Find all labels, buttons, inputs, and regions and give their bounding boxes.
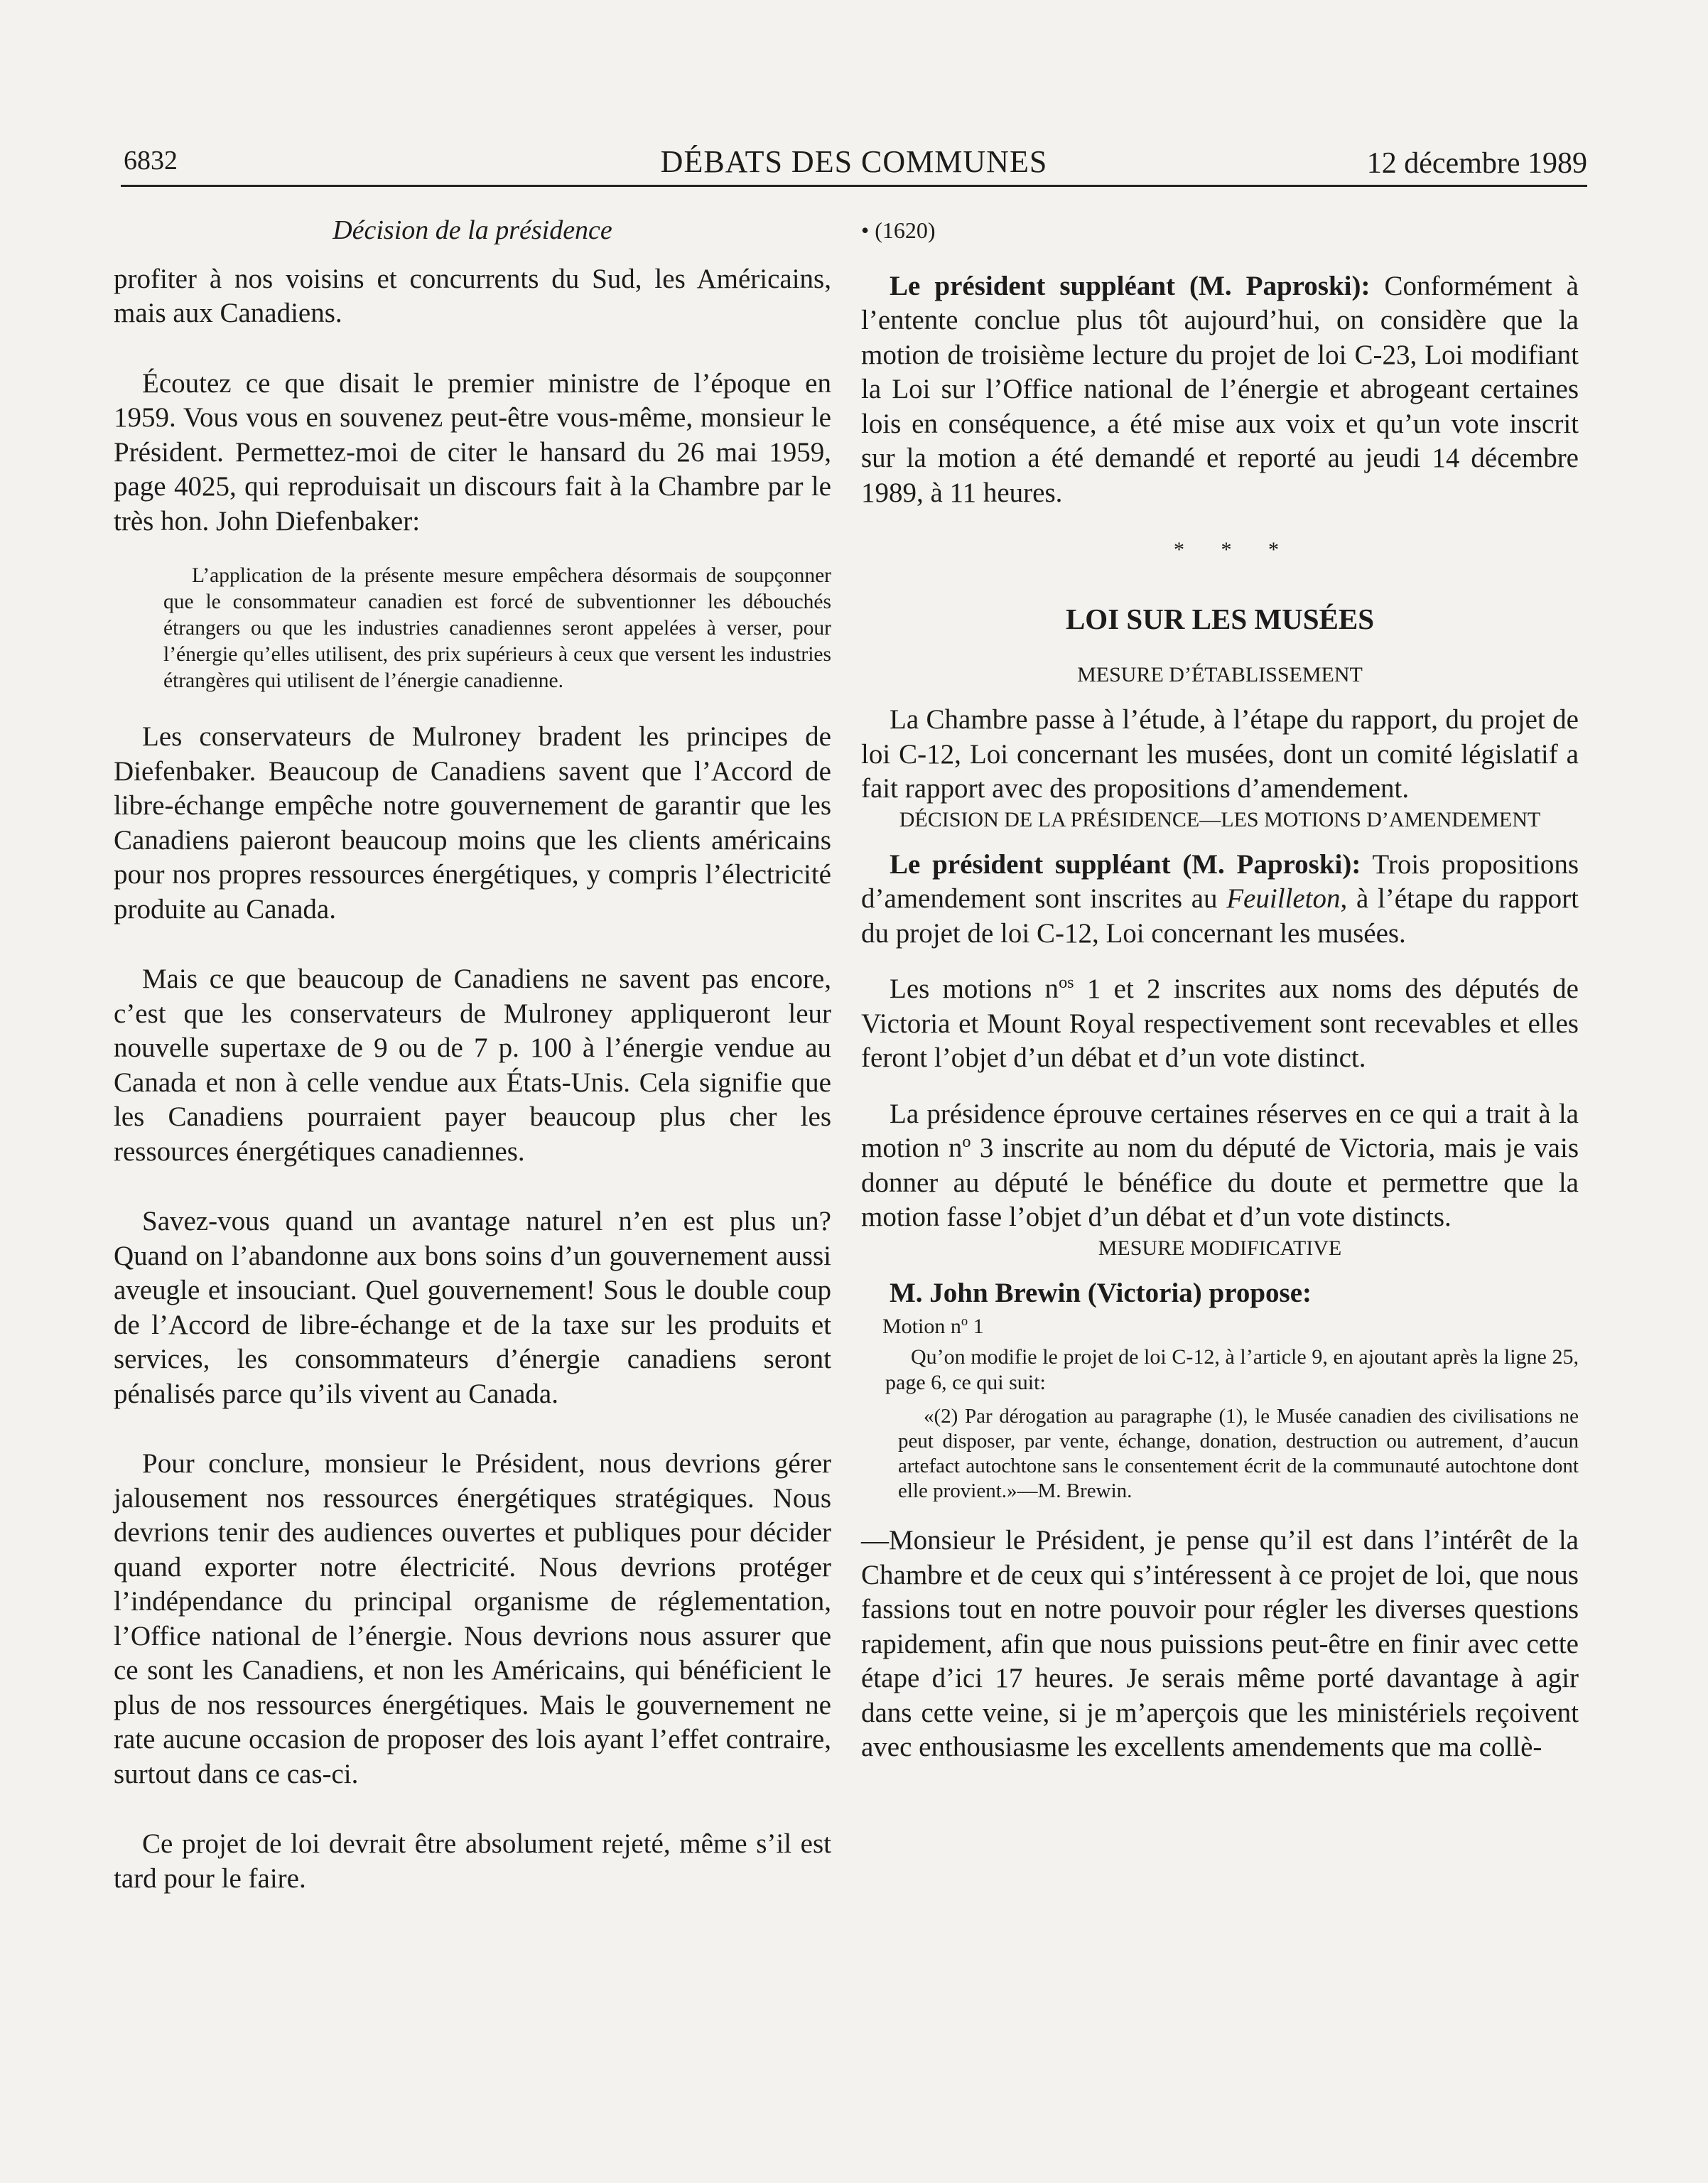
section-separator: * * * [1174,538,1294,561]
speech-text: La présidence éprouve certaines réserves en ce qui a trait à la motion n [861,1098,1579,1163]
subheading: MESURE MODIFICATIVE [1098,1236,1342,1260]
paragraph [861,972,1579,1076]
block-quote: L’application de la présente mesure empêchera désormais de soupçonner que le consommateur canadien est forcé de subventionner les débouchés étrangers ou que les industries canadiennes seront appelées à verser, pour l’énergie qu’elles utilisent, des prix supérieurs à ceux que versent les industries étrangères qui utilisent de l’énergie canadienne. [163,564,831,692]
page-header [121,141,1587,187]
speaker-name: Le président suppléant (M. Paproski): [890,848,1361,880]
amendment-text: Qu’on modifie le projet de loi C-12, à l’article 9, en ajoutant après la ligne 25, page 6, ce qui suit: [885,1345,1579,1394]
speech-text: Les motions n [890,974,1059,1004]
speaker-name: M. John Brewin (Victoria) propose: [890,1277,1312,1308]
section-heading: LOI SUR LES MUSÉES [1065,602,1375,635]
subheading: MESURE D’ÉTABLISSEMENT [1077,663,1363,686]
speech-text: 3 inscrite au nom du député de Victoria, mais je vais donner au député le bénéfice du doute et permettre que la motion fasse l’objet d’un débat et d’un vote distincts. [861,1133,1579,1232]
paragraph: Mais ce que beaucoup de Canadiens ne savent pas encore, c’est que les conservateurs de Mulroney appliqueront leur nouvelle supertaxe de 9 ou de 7 p. 100 à l’énergie vendue au Canada et non à celle vendue aux États-Unis. Cela signifie que les Canadiens pourraient payer beaucoup plus cher les ressources énergétiques canadiennes. [114,964,831,1167]
paragraph: —Monsieur le Président, je pense qu’il est dans l’intérêt de la Chambre et de ceux qui s’intéressent à ce projet de loi, que nous fassions tout en notre pouvoir pour régler les diverses questions rapidement, afin que nous puissions peut-être en finir avec cette étape d’ici 17 heures. Je serais même porté davantage à agir dans cette veine, si je m’aperçois que les ministériels reçoivent avec enthousiasme les excellents amendements que ma collè- [861,1525,1579,1762]
paragraph: profiter à nos voisins et concurrents du Sud, les Américains, mais aux Canadiens. [114,263,831,328]
motion-text: Motion n [882,1315,961,1338]
paragraph: La Chambre passe à l’étude, à l’étape du rapport, du projet de loi C-12, Loi concernant les musées, dont un comité législatif a fait rapport avec des propositions d’amendement. [861,704,1579,804]
paragraph: Ce projet de loi devrait être absolument rejeté, même s’il est tard pour le faire. [114,1828,831,1894]
italic-text: Feuilleton [1226,883,1341,914]
paragraph [861,1097,1579,1235]
superscript: o [962,1132,971,1151]
motion-text: 1 [968,1315,984,1338]
paragraph: Les conservateurs de Mulroney bradent les principes de Diefenbaker. Beaucoup de Canadiens savent que l’Accord de libre-échange empêche notre gouvernement de garantir que les Canadiens paieront beaucoup moins que les clients américains pour nos propres ressources énergétiques, y compris l’électricité produite au Canada. [114,721,831,925]
speech-text: 1 et 2 inscrites aux noms des députés de Victoria et Mount Royal respectivement sont recevables et elles feront l’objet d’un débat et d’un vote distinct. [861,974,1579,1073]
time-marker: • (1620) [861,217,936,243]
motion-label [882,1313,1579,1340]
right-column [861,213,1579,1765]
section-label: Décision de la présidence [333,215,612,245]
paragraph: Savez-vous quand un avantage naturel n’en est plus un? Quand on l’abandonne aux bons soins d’un gouvernement aussi aveugle et insouciant. Quel gouvernement! Sous le double coup de l’Accord de libre-échange et de la taxe sur les produits et services, les consommateurs d’énergie canadiens seront pénalisés parce qu’ils vivent au Canada. [114,1206,831,1409]
paragraph: Écoutez ce que disait le premier ministre de l’époque en 1959. Vous vous en souvenez peut-être vous-même, monsieur le Président. Permettez-moi de citer le hansard du 26 mai 1959, page 4025, qui reproduisait un discours fait à la Chambre par le très hon. John Diefenbaker: [114,367,831,537]
superscript: o [961,1314,968,1329]
paragraph [861,269,1579,511]
superscript: os [1059,973,1074,992]
speaker-name: Le président suppléant (M. Paproski): [890,270,1371,301]
header-date: 12 décembre 1989 [1366,147,1587,180]
speech-text: Trois propositions d’amendement sont inscrites au [861,848,1579,914]
page-number: 6832 [124,146,178,176]
paragraph: Pour conclure, monsieur le Président, nous devrions gérer jalousement nos ressources énergétiques stratégiques. Nous devrions tenir des audiences ouvertes et publiques pour décider quand exporter notre électricité. Nous devrions protéger l’indépendance du principal organisme de réglementation, l’Office national de l’énergie. Nous devrions nous assurer que ce sont les Canadiens, et non les Américains, qui bénéficient le plus de nos ressources énergétiques. Mais le gouvernement ne rate aucune occasion de proposer des lois ayant l’effet contraire, surtout dans ce cas-ci. [114,1448,831,1789]
publication-title: DÉBATS DES COMMUNES [660,144,1048,179]
speech-text: , à l’étape du rapport du projet de loi C-12, Loi concernant les musées. [861,883,1579,949]
left-column [114,213,831,1896]
paragraph [861,848,1579,952]
speech-text: Conformément à l’entente conclue plus tôt aujourd’hui, on considère que la motion de troisième lecture du projet de loi C-23, Loi modifiant la Loi sur l’Office national de l’énergie et abrogeant certaines lois en conséquence, a été mise aux voix et qu’un vote inscrit sur la motion a été demandé et reporté au jeudi 14 décembre 1989, à 11 heures. [861,270,1579,508]
amendment-quote: «(2) Par dérogation au paragraphe (1), le Musée canadien des civilisations ne peut disposer, par vente, échange, donation, destruction ou autrement, d’aucun artefact autochtone sans le consentement écrit de la communauté autochtone dont elle provient.»—M. Brewin. [898,1405,1579,1502]
subheading: DÉCISION DE LA PRÉSIDENCE—LES MOTIONS D’AMENDEMENT [899,807,1541,831]
